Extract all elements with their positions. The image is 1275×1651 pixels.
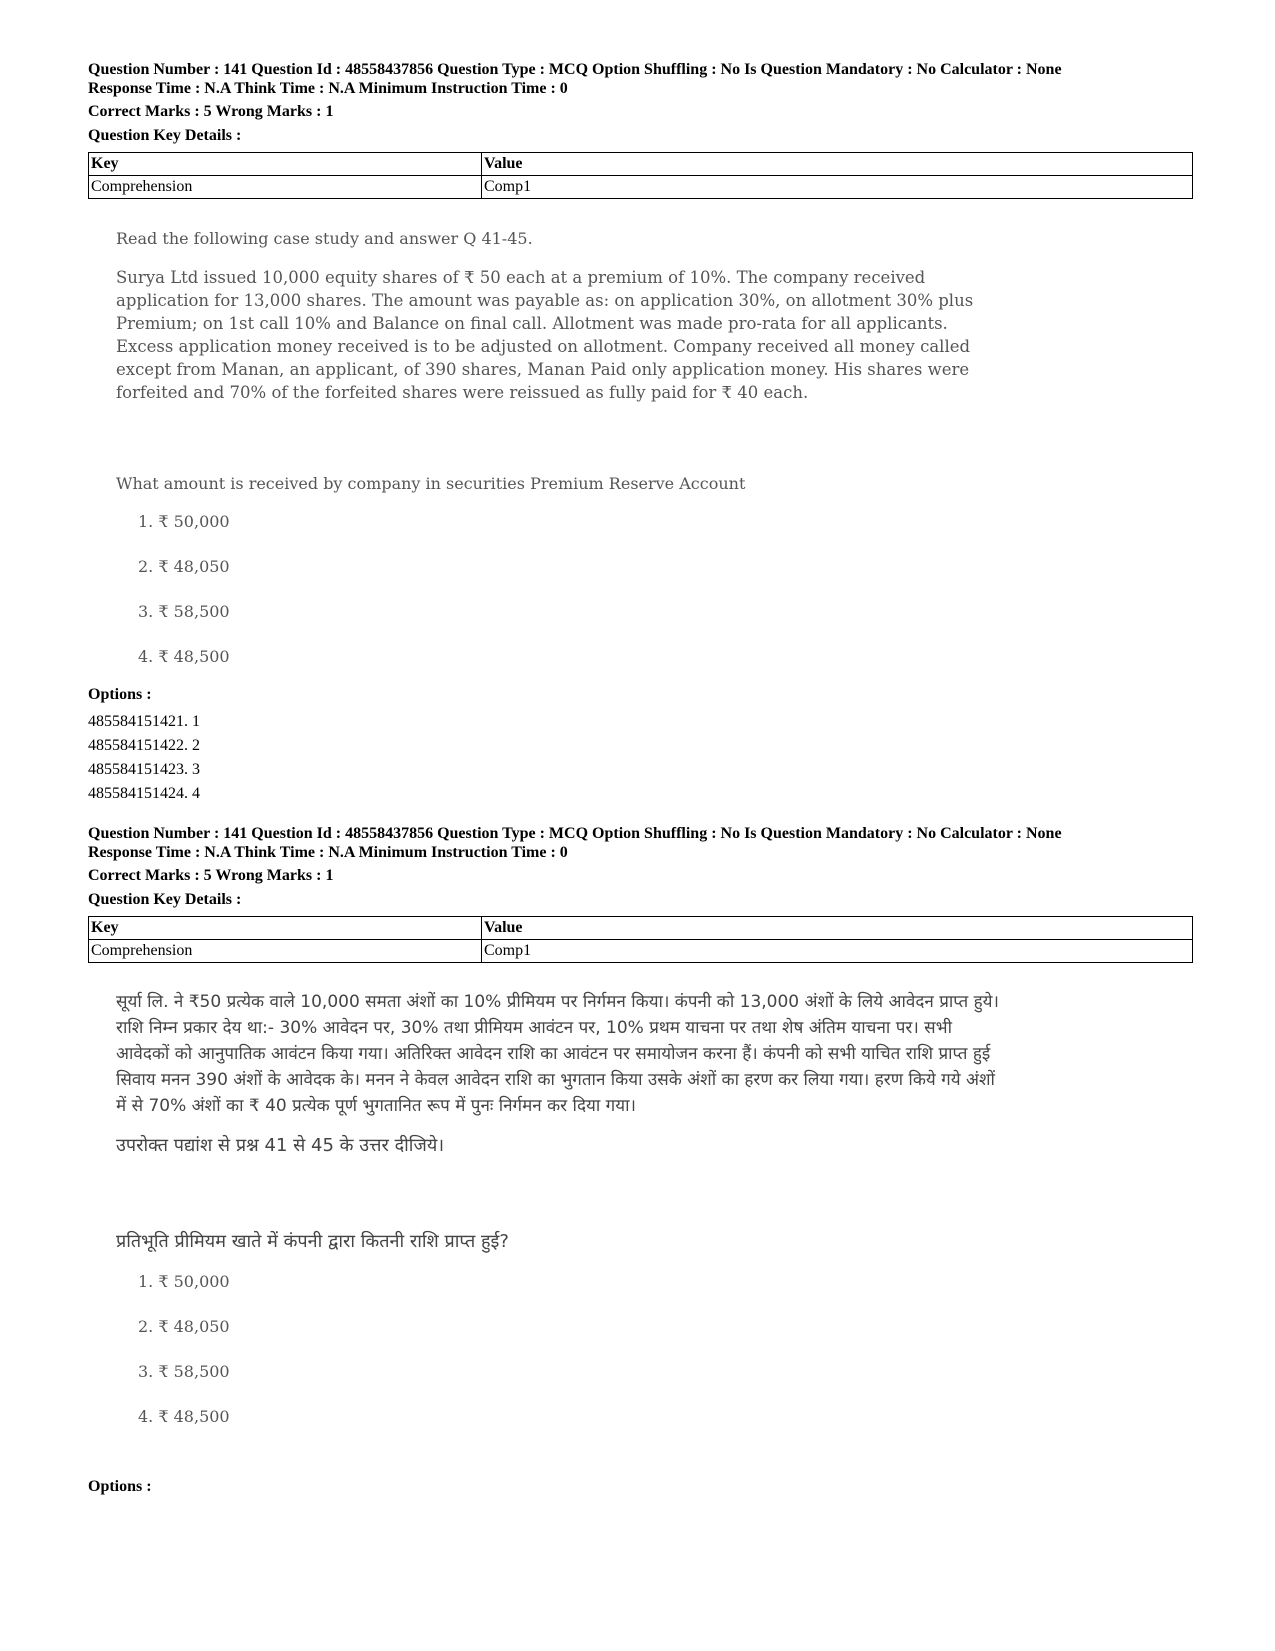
case-study-intro-hindi: उपरोक्त पद्यांश से प्रश्न 41 से 45 के उत्तर दीजिये। xyxy=(116,1135,445,1156)
table-cell-key: Comprehension xyxy=(89,176,482,199)
answer-choice-2: 2. ₹ 48,050 xyxy=(138,1317,230,1336)
key-details-table xyxy=(88,152,1193,199)
key-details-title: Question Key Details : xyxy=(88,127,242,144)
question-block-1 xyxy=(88,60,1193,806)
table-header-value: Value xyxy=(482,917,1193,940)
key-details-table xyxy=(88,916,1193,963)
question-text: What amount is received by company in securities Premium Reserve Account xyxy=(116,474,746,493)
table-row xyxy=(89,940,1193,963)
answer-choice-1: 1. ₹ 50,000 xyxy=(138,512,230,531)
options-list xyxy=(88,710,1193,806)
answer-choice-1: 1. ₹ 50,000 xyxy=(138,1272,230,1291)
table-header-key: Key xyxy=(89,153,482,176)
option-item: 485584151424. 4 xyxy=(88,785,200,802)
option-item: 485584151422. 2 xyxy=(88,737,200,754)
answer-choice-3: 3. ₹ 58,500 xyxy=(138,602,230,621)
table-row xyxy=(89,176,1193,199)
marks-line: Correct Marks : 5 Wrong Marks : 1 xyxy=(88,867,334,884)
question-text-hindi: प्रतिभूति प्रीमियम खाते में कंपनी द्वारा कितनी राशि प्राप्त हुई? xyxy=(116,1231,509,1252)
table-header-row xyxy=(89,153,1193,176)
case-study-text: Surya Ltd issued 10,000 equity shares of ₹ 50 each at a premium of 10%. The company received application for 13,000 shares. The amount was payable as: on application 30%, on allotment 30% plus Premium; on 1st call 10% and Balance on final call. Allotment was made pro-rata for all applicants. Excess application money received is to be adjusted on allotment. Company received all money called except from Manan, an applicant, of 390 shares, Manan Paid only application money. His shares were forfeited and 70% of the forfeited shares were reissued as fully paid for ₹ 40 each. xyxy=(116,268,974,402)
question-image-english xyxy=(116,229,1193,676)
case-study-text-hindi: सूर्या लि. ने ₹50 प्रत्येक वाले 10,000 समता अंशों का 10% प्रीमियम पर निर्गमन किया। कंपनी को 13,000 अंशों के लिये आवेदन प्राप्त हुये। राशि निम्न प्रकार देय था:- 30% आवेदन पर, 30% तथा प्रीमियम आवंटन पर, 10% प्रथम याचना पर तथा शेष अंतिम याचना पर। सभी आवेदकों को आनुपातिक आवंटन किया गया। अतिरिक्त आवेदन राशि का आवंटन पर समायोजन करना हैं। कंपनी को सभी याचित राशि प्राप्त हुई सिवाय मनन 390 अंशों के आवेदक के। मनन ने केवल आवेदन राशि का भुगतान किया उसके अंशों का हरण कर लिया गया। हरण किये गये अंशों में से 70% अंशों का ₹ 40 प्रत्येक पूर्ण भुगतानित रूप में पुनः निर्गमन कर दिया गया। xyxy=(116,992,999,1116)
table-header-key: Key xyxy=(89,917,482,940)
question-meta-line-2: Response Time : N.A Think Time : N.A Minimum Instruction Time : 0 xyxy=(88,80,568,97)
question-meta-line-1: Question Number : 141 Question Id : 48558437856 Question Type : MCQ Option Shuffling : No Is Question Mandatory : No Calculator : None xyxy=(88,61,1062,78)
answer-choice-4: 4. ₹ 48,500 xyxy=(138,1407,230,1426)
options-title: Options : xyxy=(88,686,152,703)
case-study-intro: Read the following case study and answer Q 41-45. xyxy=(116,229,533,248)
answer-choice-2: 2. ₹ 48,050 xyxy=(138,557,230,576)
table-cell-key: Comprehension xyxy=(89,940,482,963)
table-cell-value: Comp1 xyxy=(482,176,1193,199)
question-meta-line-2: Response Time : N.A Think Time : N.A Minimum Instruction Time : 0 xyxy=(88,844,568,861)
question-meta-line-1: Question Number : 141 Question Id : 48558437856 Question Type : MCQ Option Shuffling : No Is Question Mandatory : No Calculator : None xyxy=(88,825,1062,842)
answer-choices xyxy=(138,1271,1193,1436)
answer-choices xyxy=(138,511,1193,676)
question-block-2 xyxy=(88,824,1193,1436)
key-details-title: Question Key Details : xyxy=(88,891,242,908)
question-image-hindi xyxy=(116,989,1193,1436)
options-title: Options : xyxy=(88,1478,152,1495)
table-header-value: Value xyxy=(482,153,1193,176)
option-item: 485584151423. 3 xyxy=(88,761,200,778)
option-item: 485584151421. 1 xyxy=(88,713,200,730)
answer-choice-4: 4. ₹ 48,500 xyxy=(138,647,230,666)
answer-choice-3: 3. ₹ 58,500 xyxy=(138,1362,230,1381)
marks-line: Correct Marks : 5 Wrong Marks : 1 xyxy=(88,103,334,120)
table-header-row xyxy=(89,917,1193,940)
table-cell-value: Comp1 xyxy=(482,940,1193,963)
